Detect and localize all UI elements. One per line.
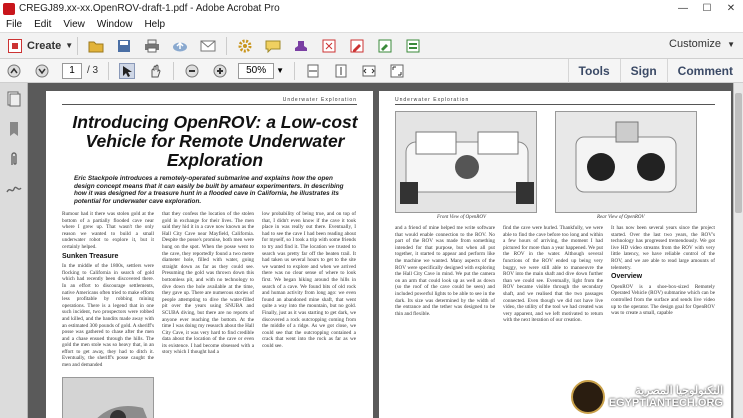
comment-icon[interactable] xyxy=(265,38,281,54)
rear-view-caption: Rear View of OpenROV xyxy=(597,215,645,220)
page-total: / 3 xyxy=(87,65,99,76)
fit-width-icon[interactable] xyxy=(305,63,321,79)
task-pane-links xyxy=(568,59,743,83)
article-subtitle: Eric Stackpole introduces a remotely-operated submarine and explains how the open design concept means that it can easily be built by amateur experimenters. In describing how it was designed for a treasure hunt in a flooded cave in California, he illustrates its potential for underwater cave exploration. xyxy=(74,175,344,205)
menu-help[interactable]: Help xyxy=(144,19,166,30)
separator xyxy=(294,62,295,80)
page-up-icon[interactable] xyxy=(6,63,22,79)
menu-file[interactable]: File xyxy=(6,19,23,30)
intro-paragraph: Rumour had it there was stolen gold at the bottom of a partially flooded cave near where I grew up. That wasn't the only reason we wanted to build a small underwater robot to explore it, but it certainly helped. xyxy=(62,211,154,250)
full-screen-icon[interactable] xyxy=(389,63,405,79)
rear-view-photo xyxy=(555,111,697,213)
close-icon[interactable]: ✕ xyxy=(726,3,736,14)
chevron-down-icon: ▼ xyxy=(65,41,74,50)
rov-photo xyxy=(62,377,154,418)
navigation-toolbar xyxy=(0,59,743,83)
zoom-out-icon[interactable] xyxy=(184,63,200,79)
text-column-3 xyxy=(262,211,356,418)
menu-view[interactable]: View xyxy=(63,19,85,30)
sign-pen-icon[interactable] xyxy=(377,38,393,54)
edit-text-icon[interactable] xyxy=(349,38,365,54)
window-title: CREGJ89.xx-xx.OpenROV-draft-1.pdf - Adobe Acrobat Pro xyxy=(19,3,280,14)
page-thumbnails-icon[interactable] xyxy=(6,91,22,107)
acrobat-icon xyxy=(3,3,15,15)
separator xyxy=(77,37,78,55)
running-head: Underwater Exploration xyxy=(395,97,470,103)
form-icon[interactable] xyxy=(405,38,421,54)
watermark-text xyxy=(609,385,723,409)
sign-link[interactable]: Sign xyxy=(620,59,667,83)
create-label: Create xyxy=(27,39,62,52)
maximize-icon[interactable]: ☐ xyxy=(702,3,712,14)
signatures-icon[interactable] xyxy=(6,181,22,197)
vertical-scrollbar[interactable] xyxy=(733,83,743,418)
email-icon[interactable] xyxy=(200,38,216,54)
running-head: Underwater Exploration xyxy=(282,97,357,103)
customize-label: Customize xyxy=(669,38,722,50)
separator xyxy=(173,62,174,80)
watermark-line-1: التكنولوجيا المصرية xyxy=(635,385,723,397)
hand-tool-icon[interactable] xyxy=(147,63,163,79)
separator xyxy=(226,37,227,55)
select-cursor-icon[interactable] xyxy=(119,63,135,79)
title-bar xyxy=(0,0,743,17)
separator xyxy=(108,62,109,80)
pdf-page-1 xyxy=(46,91,373,418)
section-heading: Overview xyxy=(611,273,643,281)
bookmarks-icon[interactable] xyxy=(6,121,22,137)
zoom-in-icon[interactable] xyxy=(212,63,228,79)
document-view[interactable] xyxy=(28,83,733,418)
print-icon[interactable] xyxy=(144,38,160,54)
save-icon[interactable] xyxy=(116,38,132,54)
export-pdf-icon[interactable] xyxy=(321,38,337,54)
page-down-icon[interactable] xyxy=(34,63,50,79)
body-paragraph: that they confess the location of the stolen gold in exchange for their lives. The men said they hid it in a cave now known as the Hall City Cave near Mayfield, California. Despite the posse's promise, both men were hung on the spot. When the posse went to the cave, they reportedly found a two metre diameter hole, filled with water, going straight down as far as they could see. Presuming the gold was thrown down this bottomless pit, and with no technology to dive down the hole available at the time, they gave up. There are numerous stories of people attempting to dive the water-filled pit over the years using SNUBA and SCUBA diving, but there are no reports of anyone ever reaching the bottom. At the time I was doing my research about the Hall City Cave, it was very hard to find credible data about the location of the cave or even its existence. I had become obsessed with a story which I thought had a xyxy=(162,211,254,356)
chevron-down-icon[interactable]: ▼ xyxy=(276,66,285,75)
settings-icon[interactable] xyxy=(237,38,253,54)
create-icon xyxy=(8,39,22,53)
create-button[interactable] xyxy=(8,39,73,53)
open-folder-icon[interactable] xyxy=(88,38,104,54)
body-paragraph: OpenROV is a shoe-box-sized Remotely Operated Vehicle (ROV) submarine which can be controlled from the surface and sends live video up to the operator. The design goal for OpenROV was to create a small, capable xyxy=(611,283,715,317)
customize-button[interactable] xyxy=(669,38,735,50)
body-paragraph: It has now been several years since the project started. Over the last two years, the ROV's technology has progressed tremendously. We got live HD video streams from the ROV with very little latency, we have reliable control of the ROV, and we are able to read large amounts of telemetry. xyxy=(611,225,715,271)
page-number-input[interactable]: 1 xyxy=(62,63,82,79)
header-rule xyxy=(62,104,357,105)
scrollbar-thumb[interactable] xyxy=(735,93,742,213)
chevron-down-icon: ▼ xyxy=(727,40,735,49)
body-paragraph: In the middle of the 1800s, settlers were flocking to California in search of gold which had recently been discovered there. In an effort to discourage settlements, native Americans often tried to make efforts less profitable by robbing mining operations. There is a legend that in one such incident, two prospectors were robbed and killed, and the bandits made away with an estimated 300 pounds of gold. A sheriff's posse was gathered to chase after the men and a chase ensued through the hills. The gold the men stole was so heavy that, in an effort to get away, they had to ditch it. Eventually, the sheriff's posse caught the men and demanded xyxy=(62,263,154,369)
window-controls xyxy=(671,0,743,17)
front-view-photo xyxy=(395,111,537,213)
navigation-pane xyxy=(0,83,28,418)
pdf-page-2 xyxy=(379,91,731,418)
menu-edit[interactable]: Edit xyxy=(34,19,52,30)
stamp-icon[interactable] xyxy=(293,38,309,54)
main-toolbar xyxy=(0,33,743,59)
comment-link[interactable]: Comment xyxy=(667,59,743,83)
text-column-2 xyxy=(162,211,254,418)
read-mode-icon[interactable] xyxy=(361,63,377,79)
watermark-line-2: EGYPTIANTECH.ORG xyxy=(608,397,723,409)
attachments-icon[interactable] xyxy=(6,151,22,167)
article-title: Introducing OpenROV: a Low-cost Vehicle for Remote Underwater Exploration xyxy=(72,112,358,170)
tools-link[interactable]: Tools xyxy=(568,59,620,83)
body-paragraph: find the cave were hurled. Thankfully, we were able to find the cave before too long and within a few hours of arriving, the moment I had pictured for more than a year happened. We put the ROV in the water. Although several functions of the ROV ended up being very buggy, we were still able to manoeuvre the ROV into the main shaft and dive down further than we could see. Eventually, light from the ROV became visible through the secondary shaft, and we realised that the two passages connected. Even though we did not have live video, the utility of the tool we had created was very apparent, and we left motivated to return with the next iteration of our creation. xyxy=(503,225,603,324)
fit-page-icon[interactable] xyxy=(333,63,349,79)
text-column-1 xyxy=(395,225,495,418)
site-watermark xyxy=(571,380,723,414)
menu-bar xyxy=(0,17,743,33)
section-heading: Sunken Treasure xyxy=(62,252,119,260)
body-paragraph: and a friend of mine helped me write software that would enable connection to the ROV. No part of the ROV was made from something intended for that purpose, but when all put together, it started to appear and perform like the machine we wanted. Many aspects of the ROV were specifically designed with exploring the Hall City Cave in mind. We put the camera on an arm that could look up as well as down (so the roof of the cave could be seen) and included powerful lights to be able to see in the dark. Its size was determined by the width of the entrance and the tether was designed to be thin and flexible. xyxy=(395,225,495,317)
cloud-upload-icon[interactable] xyxy=(172,38,188,54)
front-view-caption: Front View of OpenROV xyxy=(437,215,487,220)
zoom-level-input[interactable]: 50% xyxy=(238,63,274,79)
watermark-logo xyxy=(571,380,605,414)
minimize-icon[interactable]: — xyxy=(678,3,688,14)
menu-window[interactable]: Window xyxy=(96,19,133,30)
header-rule xyxy=(395,104,715,105)
body-paragraph: low probability of being true, and on top of that, I didn't even know if the cave it took place in was really out there. Eventually, I had to see the cave I had been reading about for myself, so I took a trip with some friends to try and find it. The location we trusted to search was pretty far off the beaten trail. It had taken us several hours to get to the site we wanted to explore and when we arrived there was no clear sense of where to look first. We began hiking around the hills in search of a cave. We found bits of old rock and human activity from long ago: we even found an abandoned mine shaft, that went quite a way into the mountain, but no gold. Finally, just as it was starting to get dark, we discovered a rock outcropping coming from the middle of a ridge. As we got close, we could see that the outcropping contained a crack that went into the rock as far as we could see. xyxy=(262,211,356,349)
